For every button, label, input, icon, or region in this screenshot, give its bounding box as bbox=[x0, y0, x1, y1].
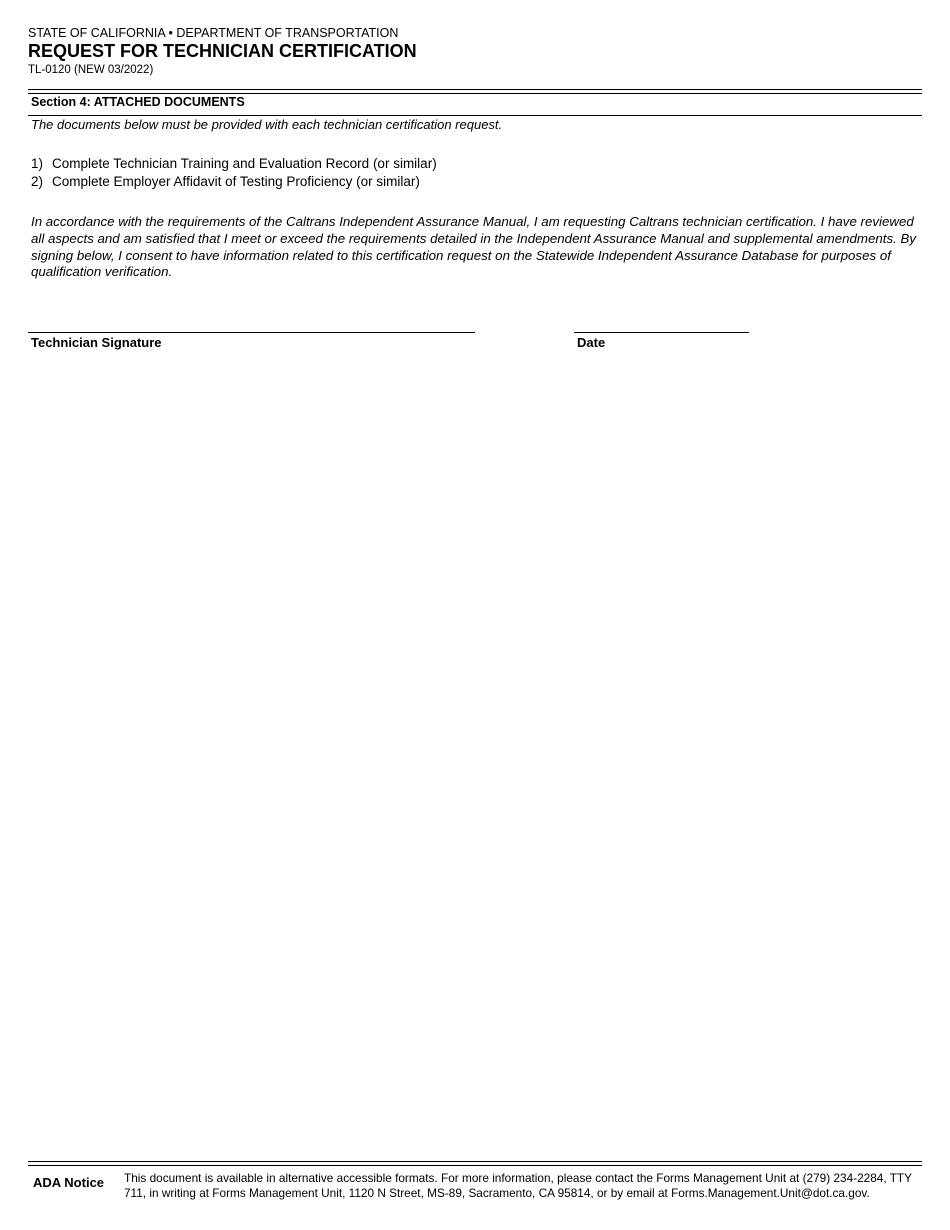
list-item bbox=[31, 155, 437, 173]
attached-documents-list bbox=[31, 155, 437, 190]
list-item-number: 2) bbox=[31, 173, 44, 189]
footer-divider-top bbox=[28, 1161, 922, 1162]
section-heading-divider bbox=[28, 115, 922, 116]
list-item-text: Complete Employer Affidavit of Testing Proficiency (or similar) bbox=[52, 173, 420, 189]
list-item-number: 1) bbox=[31, 156, 44, 171]
certification-statement: In accordance with the requirements of the Caltrans Independent Assurance Manual, I am requesting Caltrans technician certification. I have reviewed all aspects and am satisfied that I meet or exceed the requirements detailed in the Independent Assurance Manual and supplemental amendments. By signing below, I consent to have information related to this certification request on the Statewide Independent Assurance Database for purposes of qualification verification. bbox=[31, 214, 917, 280]
section-heading: Section 4: ATTACHED DOCUMENTS bbox=[31, 95, 245, 109]
list-item bbox=[31, 173, 437, 191]
agency-line: STATE OF CALIFORNIA • DEPARTMENT OF TRANSPORTATION bbox=[28, 26, 399, 40]
form-number: TL-0120 (NEW 03/2022) bbox=[28, 64, 154, 76]
list-item-text: Complete Technician Training and Evaluation Record (or similar) bbox=[52, 156, 437, 171]
ada-notice-label: ADA Notice bbox=[33, 1175, 105, 1190]
header-divider-top bbox=[28, 89, 922, 90]
footer-divider-bottom bbox=[28, 1165, 922, 1166]
technician-signature-field[interactable] bbox=[28, 332, 475, 333]
technician-signature-label: Technician Signature bbox=[31, 335, 162, 350]
header-divider-bottom bbox=[28, 93, 922, 94]
ada-notice-text: This document is available in alternative accessible formats. For more information, please contact the Forms Management Unit at (279) 234-2284, TTY 711, in writing at Forms Management Unit, 1120 N Street, MS-89, Sacramento, CA 95814, or by email at Forms.Management.Unit@dot.ca.gov. bbox=[124, 1171, 912, 1200]
section-intro: The documents below must be provided with each technician certification request. bbox=[31, 117, 503, 132]
form-title: REQUEST FOR TECHNICIAN CERTIFICATION bbox=[28, 41, 417, 61]
date-field[interactable] bbox=[574, 332, 749, 333]
date-label: Date bbox=[577, 335, 606, 350]
